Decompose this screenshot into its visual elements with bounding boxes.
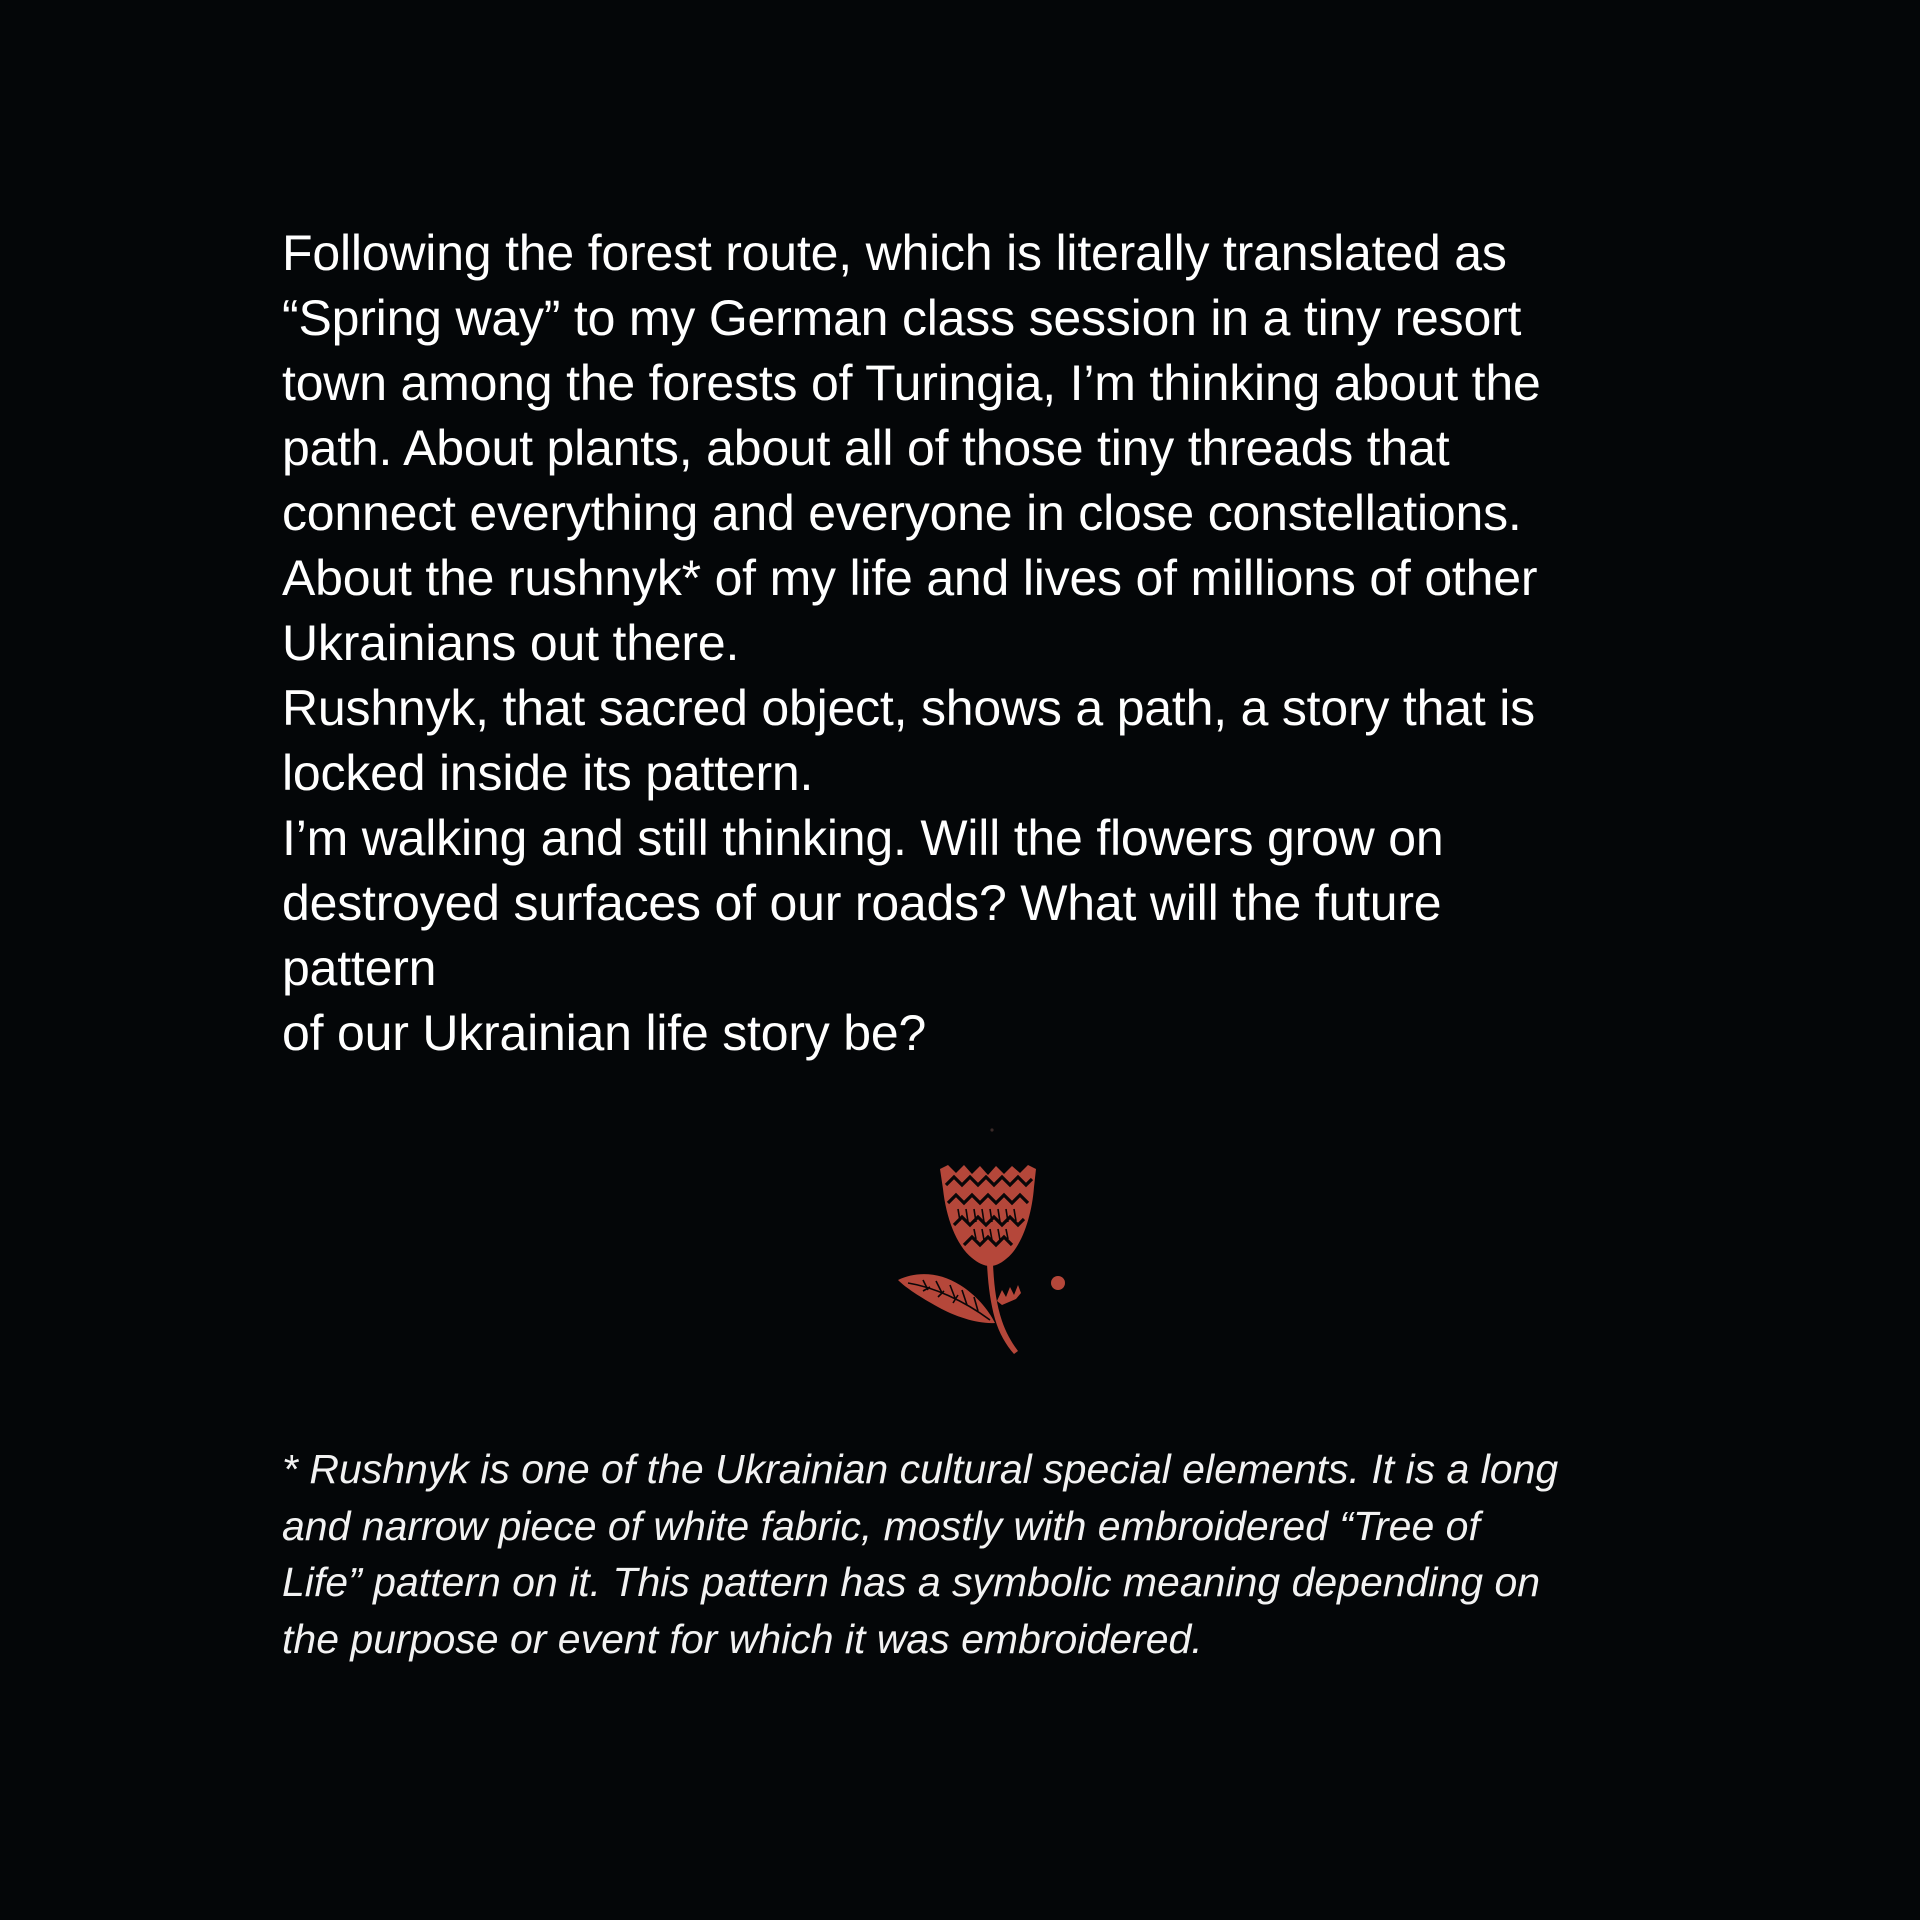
footnote-line: Life” pattern on it. This pattern has a symbolic meaning depending on [282, 1559, 1541, 1605]
footnote [282, 1441, 1742, 1667]
story-line: Following the forest route, which is literally translated as [282, 225, 1507, 281]
story-text [282, 221, 1742, 1066]
embroidered-tulip-icon [898, 1125, 1073, 1365]
story-line: Ukrainians out there. [282, 615, 740, 671]
footnote-line: * Rushnyk is one of the Ukrainian cultural special elements. It is a long [282, 1446, 1559, 1492]
story-line: About the rushnyk* of my life and lives of millions of other [282, 550, 1538, 606]
story-line: locked inside its pattern. [282, 745, 814, 801]
story-line: destroyed surfaces of our roads? What will the future [282, 875, 1442, 931]
story-line: of our Ukrainian life story be? [282, 1005, 927, 1061]
footnote-line: and narrow piece of white fabric, mostly with embroidered “Tree of [282, 1502, 1480, 1549]
story-line: “Spring way” to my German class session in a tiny resort [282, 290, 1522, 346]
story-line: connect everything and everyone in close constellations. [282, 485, 1522, 541]
footnote-line: the purpose or event for which it was embroidered. [282, 1615, 1203, 1662]
story-line: pattern [282, 940, 437, 996]
story-line: town among the forests of Turingia, I’m thinking about the [282, 355, 1541, 411]
story-line: path. About plants, about all of those tiny threads that [282, 420, 1450, 476]
story-line: I’m walking and still thinking. Will the flowers grow on [282, 810, 1444, 866]
story-line: Rushnyk, that sacred object, shows a path, a story that is [282, 680, 1535, 736]
